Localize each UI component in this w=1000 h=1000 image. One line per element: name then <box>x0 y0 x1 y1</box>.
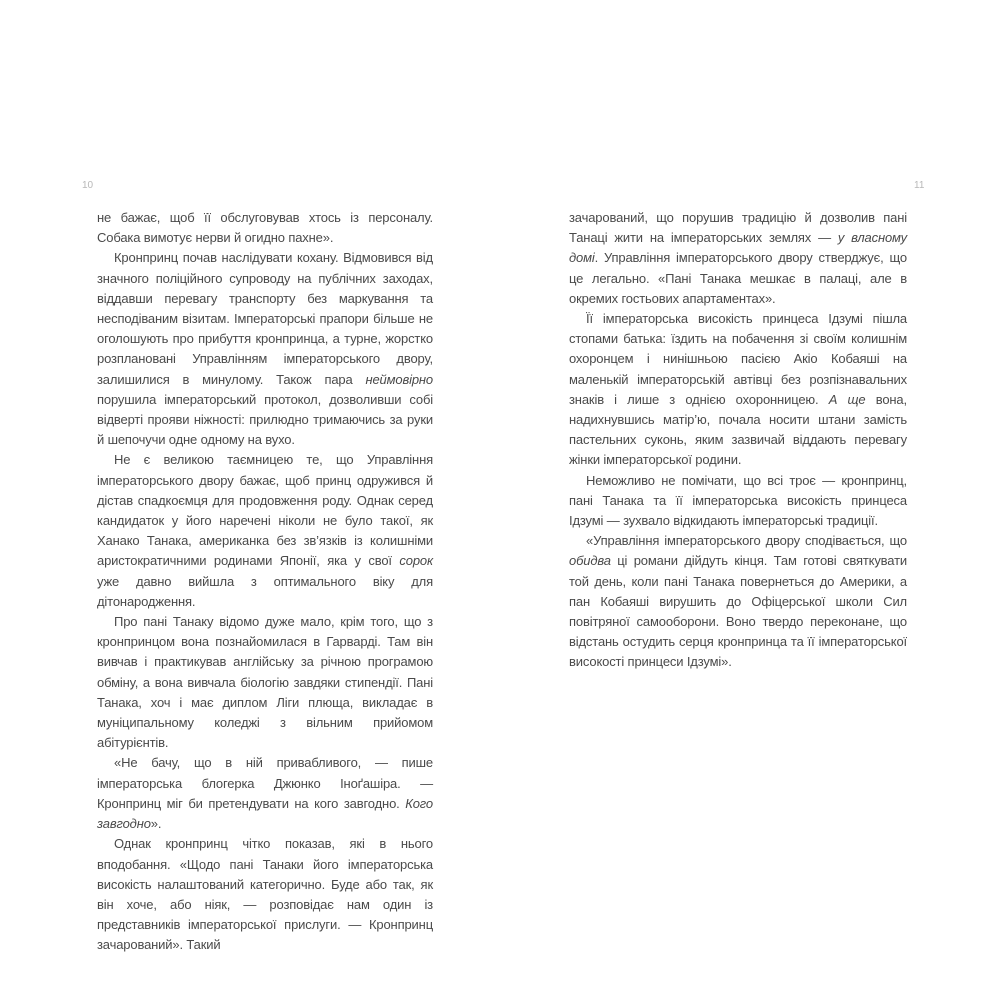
italic-text: обидва <box>569 553 611 569</box>
text-run: ці романи дійдуть кінця. Там готові святкувати той день, коли пані Танака повернеться до Америки, а пан Кобаяші вирушить до Офіцерської школи Сил повітряної самооборони. Воно твердо переконане, що відстань остудить серця кронпринца та її імператорської високості принцеси Ідзумі». <box>569 553 907 670</box>
paragraph <box>569 531 907 672</box>
paragraph <box>569 471 907 532</box>
paragraph <box>97 612 433 753</box>
right-page-text <box>569 208 907 673</box>
paragraph <box>97 450 433 612</box>
text-run: Її імператорська високість принцеса Ідзумі пішла стопами батька: їздить на побачення зі своїм колишнім охоронцем і нинішньою пасією Акіо Кобаяші на маленькій імператорській автівці без розпізнавальних знаків і лише з однією охоронницею. <box>569 311 907 407</box>
left-page-text <box>97 208 433 956</box>
text-run: Не є великою таємницею те, що Управління імператорського двору бажає, щоб принц одружився й дістав спадкоємця для продовження роду. Однак серед кандидаток у його наречені ніколи не було такої, як Ханако Танака, американка без зв’язків із колишніми аристократичними родинами Японії, яка у свої <box>97 452 433 569</box>
italic-text: неймовірно <box>365 371 433 387</box>
text-run: Про пані Танаку відомо дуже мало, крім того, що з кронпринцом вона познайомилася в Гарварді. Там він вивчав і практикував англійську за річною програмою обміну, а вона вивчала біологію завдяки стипендії. Пані Танака, хоч і має диплом Ліги плюща, викладає в муніципальному коледжі з вільним прийомом абітурієнтів. <box>97 614 433 751</box>
paragraph <box>97 834 433 955</box>
italic-text: Кого завгодно <box>97 795 433 832</box>
text-run: уже давно вийшла з оптимального віку для дітонародження. <box>97 573 433 609</box>
paragraph <box>97 208 433 248</box>
page-number-right: 11 <box>914 180 925 191</box>
text-run: Однак кронпринц чітко показав, які в нього вподобання. «Щодо пані Танаки його імператорська високість налаштований категорично. Буде або так, як він хоче, або ніяк, — розповідає нам один із представників імператорської прислуги. — Кронпринц зачарований». Такий <box>97 836 433 953</box>
page-number-left: 10 <box>82 180 94 191</box>
italic-text: А ще <box>828 391 866 407</box>
text-run: ». <box>150 816 162 832</box>
text-run: Неможливо не помічати, що всі троє — кронпринц, пані Танака та її імператорська високість принцеса Ідзумі — зухвало відкидають імператорські традиції. <box>569 472 907 529</box>
paragraph <box>97 248 433 450</box>
text-run: . Управління імператорського двору стверджує, що це легально. «Пані Танака мешкає в палаці, але в окремих гостьових апартаментах». <box>569 250 907 306</box>
paragraph <box>569 208 907 309</box>
text-run: вона, надихнувшись матір’ю, почала носити штани замість пастельних суконь, яким зазвичай віддають перевагу жінки імператорської родини. <box>569 391 907 468</box>
text-run: «Не бачу, що в ній привабливого, — пише імператорська блогерка Джюнко Іноґашіра. — Кронпринц міг би претендувати на кого завгодно. <box>97 755 433 811</box>
text-run: порушила імператорський протокол, дозволивши собі відверті прояви ніжності: прилюдно тримаючись за руки й шепочучи одне одному на вухо. <box>97 391 433 448</box>
text-run: зачарований, що порушив традицію й дозволив пані Танаці жити на імператорських землях — <box>569 210 907 246</box>
text-run: Кронпринц почав наслідувати кохану. Відмовився від значного поліційного супроводу на публічних заходах, віддавши перевагу транспорту без маркування та несподіваним візитам. Імператорські прапори більше не оголошують про прибуття кронпринца, а турне, жорстко розплановані Управлінням імператорського двору, залишилися в минулому. Також пара <box>97 250 433 387</box>
paragraph <box>97 753 433 834</box>
italic-text: у власному домі <box>569 230 907 266</box>
text-run: не бажає, щоб її обслуговував хтось із персоналу. Собака вимотує нерви й огидно пахне». <box>97 210 433 246</box>
italic-text: сорок <box>399 553 433 569</box>
text-run: «Управління імператорського двору сподівається, що <box>586 533 907 549</box>
paragraph <box>569 309 907 471</box>
